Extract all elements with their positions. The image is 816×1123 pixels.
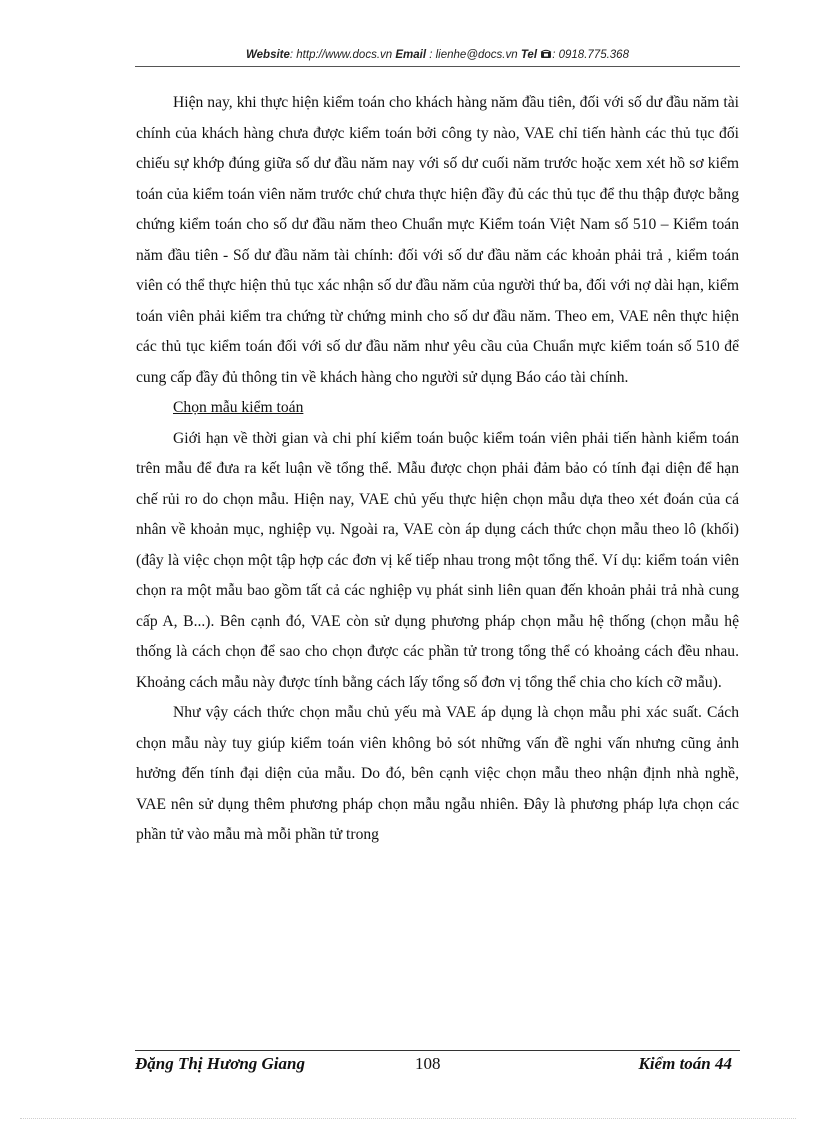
document-body bbox=[136, 88, 739, 851]
header-divider bbox=[135, 66, 740, 67]
email-label: Email bbox=[395, 49, 427, 61]
website-label: Website bbox=[246, 49, 290, 61]
page-number: 108 bbox=[415, 1054, 441, 1073]
author-name: Đặng Thị Hương Giang bbox=[135, 1054, 305, 1073]
course-name: Kiểm toán 44 bbox=[638, 1054, 732, 1073]
website-url[interactable]: : http://www.docs.vn bbox=[289, 49, 393, 61]
tel-label: Tel bbox=[520, 49, 538, 61]
page-bottom-border bbox=[20, 1118, 796, 1119]
email-address[interactable]: : lienhe@docs.vn bbox=[426, 49, 521, 61]
tel-number: : 0918.775.368 bbox=[552, 49, 629, 61]
paragraph-first-year-balances: Hiện nay, khi thực hiện kiểm toán cho khách hàng năm đầu tiên, đối với số dư đầu năm tài chính của khách hàng chưa được kiểm toán bởi công ty nào, VAE chỉ tiến hành các thủ tục đối chiếu sự khớp đúng giữa số dư đầu năm nay với số dư cuối năm trước hoặc xem xét hồ sơ kiểm toán của kiểm toán viên năm trước chứ chưa thực hiện đầy đủ các thủ tục để thu thập được bằng chứng kiểm toán cho số dư đầu năm theo Chuẩn mực Kiểm toán Việt Nam số 510 – Kiểm toán năm đầu tiên - Số dư đầu năm tài chính: đối với số dư đầu năm các khoản phải trả , kiểm toán viên có thể thực hiện thủ tục xác nhận số dư đầu năm của người thứ ba, đối với nợ dài hạn, kiểm toán viên phải kiểm tra chứng từ chứng minh cho số dư đầu năm. Theo em, VAE nên thực hiện các thủ tục kiểm toán đối với số dư đầu năm như yêu cầu của Chuẩn mực kiểm toán số 510 để cung cấp đầy đủ thông tin về khách hàng cho người sử dụng Báo cáo tài chính. bbox=[136, 94, 739, 386]
footer-divider bbox=[135, 1050, 740, 1051]
phone-icon bbox=[540, 48, 552, 62]
section-heading: Chọn mẫu kiểm toán bbox=[173, 399, 304, 416]
page-header bbox=[135, 48, 740, 68]
paragraph-sampling-conclusion: Như vậy cách thức chọn mẫu chủ yếu mà VAE áp dụng là chọn mẫu phi xác suất. Cách chọn mẫu này tuy giúp kiểm toán viên không bỏ sót những vấn đề nghi vấn nhưng cũng ảnh hưởng đến tính đại diện của mẫu. Do đó, bên cạnh việc chọn mẫu theo nhận định nhà nghề, VAE nên sử dụng thêm phương pháp chọn mẫu ngẫu nhiên. Đây là phương pháp lựa chọn các phần tử vào mẫu mà mỗi phần tử trong bbox=[136, 704, 739, 843]
page-footer bbox=[135, 1054, 740, 1078]
paragraph-sampling-methods: Giới hạn về thời gian và chi phí kiểm toán buộc kiểm toán viên phải tiến hành kiểm toán trên mẫu để đưa ra kết luận về tổng thể. Mẫu được chọn phải đảm bảo có tính đại diện để hạn chế rủi ro do chọn mẫu. Hiện nay, VAE chủ yếu thực hiện chọn mẫu dựa theo xét đoán của cá nhân về khoản mục, nghiệp vụ. Ngoài ra, VAE còn áp dụng cách thức chọn mẫu theo lô (khối) (đây là việc chọn một tập hợp các đơn vị kế tiếp nhau trong một tổng thể. Ví dụ: kiểm toán viên chọn ra một mẫu bao gồm tất cả các nghiệp vụ phát sinh liên quan đến khoản phải trả nhà cung cấp A, B...). Bên cạnh đó, VAE còn sử dụng phương pháp chọn mẫu hệ thống (chọn mẫu hệ thống là cách chọn để sao cho chọn được các phần tử trong tổng thể có khoảng cách đều nhau. Khoảng cách mẫu này được tính bằng cách lấy tổng số đơn vị tổng thể chia cho kích cỡ mẫu). bbox=[136, 429, 739, 691]
